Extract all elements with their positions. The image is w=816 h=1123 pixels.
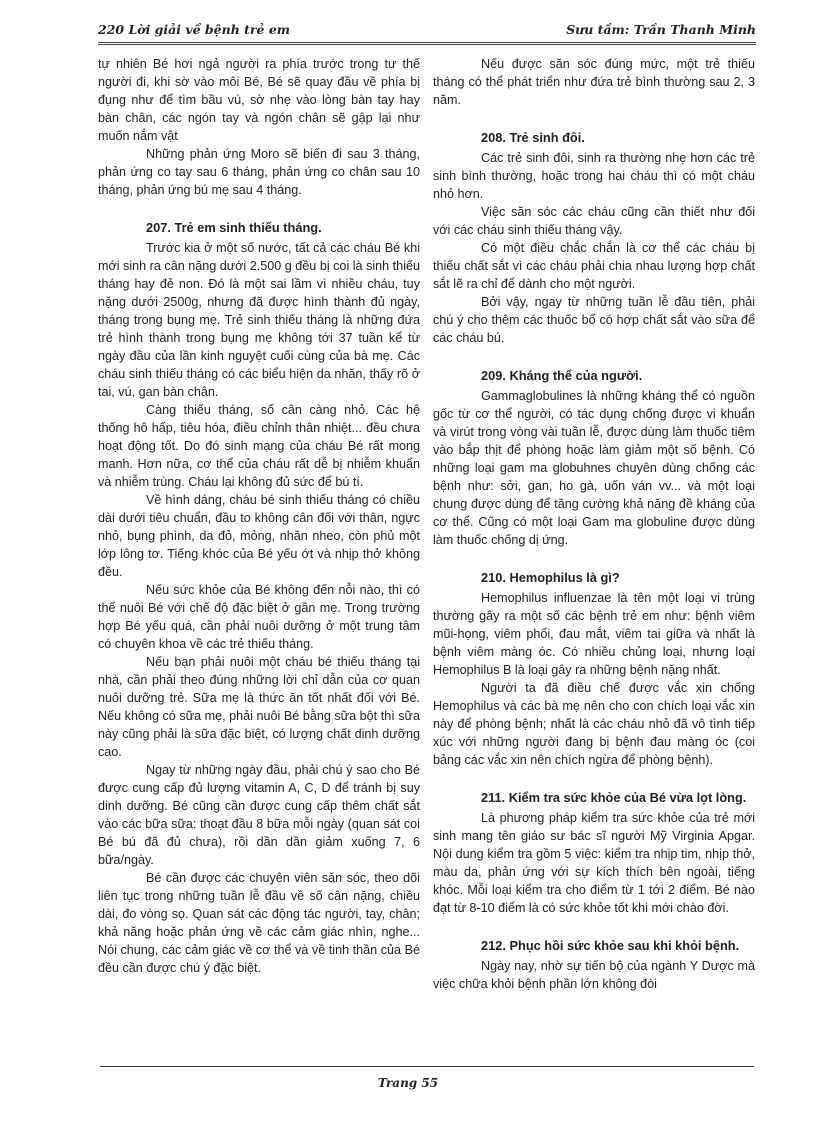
right-column — [433, 55, 755, 993]
left-column — [98, 55, 420, 977]
footer-rule — [100, 1066, 754, 1067]
paragraph: Càng thiếu tháng, số cân càng nhỏ. Các hệ thống hô hấp, tiêu hóa, điều chỉnh thân nhiệt... đều chưa hoạt động tốt. Do đó sinh mạng của cháu Bé rất mong manh. Hơn nữa, cơ thể của cháu rất dễ bị nhiễm khuẩn và nhiễm trùng. Cháu lại không đủ sức để bú tí. — [98, 403, 420, 489]
paragraph: Ngay từ những ngày đầu, phải chú ý sao cho Bé được cung cấp đủ lượng vitamin A, C, D để tránh bị suy dinh dưỡng. Bé cũng cần được cung cấp thêm chất sắt vào các bữa sữa: thoạt đầu 8 bữa mỗi ngày (quan sát coi Bé bú đã đủ chưa), rồi dần dần giảm xuống 7, 6 bữa/ngày. — [98, 763, 420, 867]
header-rule — [98, 42, 756, 45]
paragraph: Bé cần được các chuyên viên săn sóc, theo dõi liên tục trong những tuần lễ đầu về số cân nặng, chiều dài, đo vòng sọ. Quan sát các động tác người, tay, chân; khả năng hoặc phản ứng về các cảm giác nhìn, nghe... Nói chung, các cảm giác về cơ thể và về tinh thần của Bé đều cần được chú ý đặc biệt. — [98, 871, 420, 975]
paragraph: Nếu bạn phải nuôi một cháu bé thiếu tháng tại nhà, cần phải theo đúng những lời chỉ dẫn của cơ quan nuôi dưỡng trẻ. Sữa mẹ là thức ăn tốt nhất đối với Bé. Nếu không có sữa mẹ, phải nuôi Bé bằng sữa bột thì sữa này cũng phải là sữa đặc biệt, có lượng chất dinh dưỡng cao. — [98, 655, 420, 759]
paragraph: Việc săn sóc các cháu cũng cần thiết như đối với các cháu sinh thiếu tháng vậy. — [433, 205, 755, 237]
page-header — [98, 20, 756, 44]
paragraph: Về hình dáng, cháu bé sinh thiếu tháng có chiều dài dưới tiêu chuẩn, đầu to không cân đối với thân, ngực nhỏ, bụng phình, da đỏ, mỏng, nhăn nheo, còn phủ một lớp lông tơ. Tiếng khóc của Bé yếu ớt và nhịp thở không đều. — [98, 493, 420, 579]
paragraph: Có một điều chắc chắn là cơ thể các cháu bị thiếu chất sắt vì các cháu phải chia nhau lượng hợp chất sắt lẽ ra chỉ để dành cho một người. — [433, 241, 755, 291]
compiler-credit: Sưu tầm: Trần Thanh Minh — [566, 22, 756, 37]
section-heading: 212. Phục hồi sức khỏe sau khi khỏi bệnh. — [481, 938, 740, 953]
section-heading: 211. Kiểm tra sức khỏe của Bé vừa lọt lòng. — [481, 790, 747, 805]
section-heading: 210. Hemophilus là gì? — [481, 570, 620, 585]
paragraph: Là phương pháp kiểm tra sức khỏe của trẻ mới sinh mang tên giáo sư bác sĩ người Mỹ Virginia Apgar. Nội dung kiểm tra gồm 5 việc: kiểm tra nhịp tim, nhịp thở, màu da, phản ứng với sự kích thích bên ngoài, tiếng khóc. Mỗi loại kiểm tra cho điểm từ 1 tới 2 điểm. Bé nào đạt từ 8-10 điểm là có sức khỏe tốt khi mới chào đời. — [433, 811, 755, 915]
section-heading: 207. Trẻ em sinh thiếu tháng. — [146, 220, 322, 235]
paragraph: Hemophilus influenzae là tên một loại vi trùng thường gây ra một số các bệnh trẻ em như: bệnh viêm mũi-họng, viêm phổi, đau mắt, viêm tai giữa và nhất là bệnh viêm màng óc. Có nhiều chủng loại, nhưng loại Hemophilus B là loại gây ra những bệnh nặng nhất. — [433, 591, 755, 677]
paragraph: Ngày nay, nhờ sự tiến bộ của ngành Y Dược mà việc chữa khỏi bệnh phần lớn không đòi — [433, 959, 755, 991]
paragraph: Những phản ứng Moro sẽ biến đi sau 3 tháng, phản ứng co tay sau 6 tháng, phản ứng co chân sau 10 tháng, phản ứng bú mẹ sau 4 tháng. — [98, 147, 420, 197]
paragraph: Người ta đã điều chế được vắc xin chống Hemophilus và các bà mẹ nên cho con chích loại vắc xin này để phòng bệnh; nhất là các cháu nhỏ đã vô tình tiếp xúc với những người đang bị bệnh đau màng óc (coi bảng các vắc xin nên chích ngừa để phòng bệnh). — [433, 681, 755, 767]
paragraph: tự nhiên Bé hơi ngả người ra phía trước trong tư thế người đi, khi sờ vào môi Bé, Bé sẽ quay đầu về phía bị đụng như để tìm bầu vú, sờ nhẹ vào lòng bàn tay hay bàn chân, các ngón tay và ngón chân sẽ gập lại như muốn nắm vật — [98, 57, 420, 143]
section-heading: 208. Trẻ sinh đôi. — [481, 130, 585, 145]
paragraph: Nếu được săn sóc đúng mức, một trẻ thiếu tháng có thể phát triển như đứa trẻ bình thường sau 2, 3 năm. — [433, 57, 755, 107]
paragraph: Các trẻ sinh đôi, sinh ra thường nhẹ hơn các trẻ sinh bình thường, hoặc trong hai cháu thì có một cháu nhỏ hơn. — [433, 151, 755, 201]
paragraph: Gammaglobulines là những kháng thể có nguồn gốc từ cơ thể người, có tác dụng chống được vi khuẩn và virút trong vòng vài tuần lễ, được dùng làm thuốc tiêm vào bắp thịt để phòng hoặc làm giảm một số bệnh. Có những loại gam ma globuhnes chuyên dùng chống các bệnh như: sởi, gan, ho gà, uốn ván vv... và một loại chung được dùng để tăng cường khả năng đề kháng của cơ thể. Cũng có một loại Gam ma globuline được dùng làm thuốc chống dị ứng. — [433, 389, 755, 547]
paragraph: Trước kia ở một số nước, tất cả các cháu Bé khi mới sinh ra cân nặng dưới 2.500 g đều bị coi là sinh thiếu tháng hay đẻ non. Đó là một sai lầm vì nhiều cháu, tuy nặng dưới 2500g, nhưng đã được hình thành đủ ngày, tháng trong bụng mẹ. Trẻ sinh thiếu tháng là những đứa trẻ hình thành trong bụng mẹ không tới 37 tuần kể từ ngày đầu của lần kinh nguyệt cuối cùng của bà mẹ. Các cháu sinh thiếu tháng có các biểu hiện da nhăn, thấy rõ ở tai, vú, gan bàn chân. — [98, 241, 420, 399]
book-title: 220 Lời giải về bệnh trẻ em — [98, 22, 290, 37]
paragraph: Bởi vậy, ngay từ những tuần lễ đầu tiên, phải chú ý cho thêm các thuốc bổ có hợp chất sắt vào sữa để các cháu bú. — [433, 295, 755, 345]
paragraph: Nếu sức khỏe của Bé không đến nỗi nào, thì có thể nuôi Bé với chế độ đặc biệt ở gần mẹ. Trong trường hợp Bé yếu quá, cần phải nuôi dưỡng ở một trung tâm có chuyên khoa về các trẻ thiếu tháng. — [98, 583, 420, 651]
page-number: Trang 55 — [377, 1076, 439, 1090]
section-heading: 209. Kháng thể của người. — [481, 368, 643, 383]
